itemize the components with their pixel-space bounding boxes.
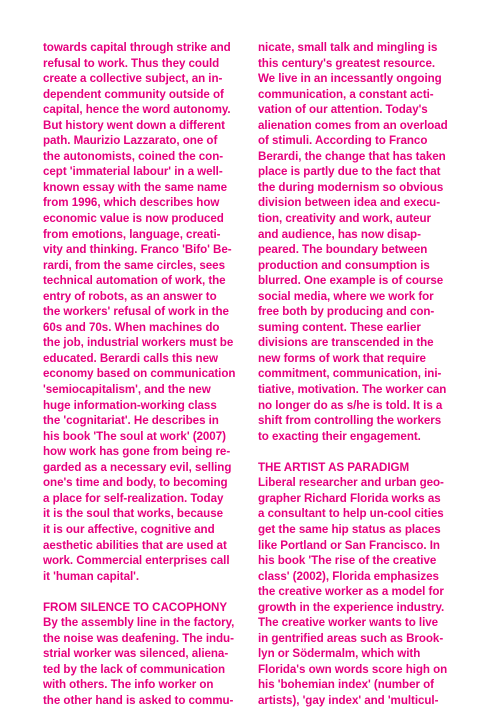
text-line: artists), 'gay index' and 'multicul-: [258, 693, 439, 707]
text-line: the during modernism so obvious: [258, 180, 444, 194]
text-line: The creative worker wants to live: [258, 616, 439, 630]
text-line: his book 'The soul at work' (2007): [43, 429, 226, 443]
text-line: entry of robots, as an answer to: [43, 289, 217, 303]
text-line: free both by producing and con-: [258, 305, 435, 319]
text-line: We live in an incessantly ongoing: [258, 72, 442, 86]
left-paragraph-2: [43, 615, 239, 708]
text-line: path. Maurizio Lazzarato, one of: [43, 134, 218, 148]
right-paragraph-1: [258, 40, 454, 444]
text-line: alienation comes from an overload: [258, 118, 448, 132]
text-line: grapher Richard Florida works as: [258, 491, 441, 505]
text-line: his 'bohemian index' (number of: [258, 678, 434, 692]
text-line: 60s and 70s. When machines do: [43, 320, 220, 334]
text-line: capital, hence the word autonomy.: [43, 103, 231, 117]
text-line: a place for self-realization. Today: [43, 491, 224, 505]
text-line: shift from controlling the workers: [258, 414, 442, 428]
text-line: the other hand is asked to commu-: [43, 693, 234, 707]
text-line: no longer do as s/he is told. It is a: [258, 398, 443, 412]
text-line: divisions are transcended in the: [258, 336, 434, 350]
text-line: rardi, from the same circles, sees: [43, 258, 225, 272]
text-line: it is our affective, cognitive and: [43, 522, 215, 536]
text-line: garded as a necessary evil, selling: [43, 460, 232, 474]
text-line: a consultant to help un-cool cities: [258, 507, 444, 521]
text-line: the workers' refusal of work in the: [43, 305, 229, 319]
text-line: to exacting their engagement.: [258, 429, 421, 443]
right-paragraph-2: [258, 475, 454, 708]
text-line: class' (2002), Florida emphasizes: [258, 569, 439, 583]
text-line: growth in the experience industry.: [258, 600, 445, 614]
text-line: like Portland or San Francisco. In: [258, 538, 440, 552]
text-line: social media, where we work for: [258, 289, 434, 303]
text-line: suming content. These earlier: [258, 320, 421, 334]
text-line: from 1996, which describes how: [43, 196, 220, 210]
text-line: the autonomists, coined the con-: [43, 149, 224, 163]
text-line: 'semiocapitalism', and the new: [43, 383, 211, 397]
paragraph-gap: [258, 444, 454, 460]
text-line: Liberal researcher and urban geo-: [258, 476, 444, 490]
text-line: blurred. One example is of course: [258, 274, 444, 288]
text-line: commitment, communication, ini-: [258, 367, 442, 381]
text-line: huge information-working class: [43, 398, 217, 412]
text-line: cept 'immaterial labour' in a well-: [43, 165, 223, 179]
section-heading-silence: FROM SILENCE TO CACOPHONY: [43, 600, 228, 614]
text-line: nicate, small talk and mingling is: [258, 41, 438, 54]
text-line: technical automation of work, the: [43, 274, 226, 288]
right-column: [258, 40, 454, 709]
text-line: Florida's own words score high on: [258, 662, 448, 676]
text-line: towards capital through strike and: [43, 41, 231, 54]
text-line: refusal to work. Thus they could: [43, 56, 220, 70]
left-paragraph-1: [43, 40, 239, 584]
text-line: work. Commercial enterprises call: [43, 554, 230, 568]
text-line: and audience, has now disap-: [258, 227, 421, 241]
text-line: place is partly due to the fact that: [258, 165, 441, 179]
text-line: get the same hip status as places: [258, 522, 441, 536]
text-line: dependent community outside of: [43, 87, 224, 101]
text-line: the 'cognitariat'. He describes in: [43, 414, 219, 428]
text-line: create a collective subject, an in-: [43, 72, 223, 86]
text-line: communication, a constant acti-: [258, 87, 434, 101]
text-line: vation of our attention. Today's: [258, 103, 428, 117]
text-line: his book 'The rise of the creative: [258, 554, 437, 568]
text-line: new forms of work that require: [258, 351, 426, 365]
text-line: division between idea and execu-: [258, 196, 441, 210]
section-heading-artist: THE ARTIST AS PARADIGM: [258, 460, 410, 474]
text-line: in gentrified areas such as Brook-: [258, 631, 444, 645]
text-line: this century's greatest resource.: [258, 56, 436, 70]
text-line: how work has gone from being re-: [43, 445, 231, 459]
text-line: By the assembly line in the factory,: [43, 616, 235, 630]
text-line: the job, industrial workers must be: [43, 336, 234, 350]
text-line: economy based on communication: [43, 367, 236, 381]
text-line: from emotions, language, creati-: [43, 227, 221, 241]
text-line: the creative worker as a model for: [258, 585, 444, 599]
text-line: production and consumption is: [258, 258, 430, 272]
text-line: tion, creativity and work, auteur: [258, 212, 431, 226]
text-line: But history went down a different: [43, 118, 225, 132]
text-line: of stimuli. According to Franco: [258, 134, 428, 148]
text-line: it is the soul that works, because: [43, 507, 223, 521]
text-line: known essay with the same name: [43, 180, 228, 194]
text-line: lyn or Södermalm, which with: [258, 647, 421, 661]
text-line: tiative, motivation. The worker can: [258, 383, 447, 397]
text-line: educated. Berardi calls this new: [43, 351, 218, 365]
text-line: with others. The info worker on: [43, 678, 214, 692]
text-line: it 'human capital'.: [43, 569, 140, 583]
text-line: vity and thinking. Franco 'Bifo' Be-: [43, 243, 232, 257]
text-line: one's time and body, to becoming: [43, 476, 228, 490]
left-column: [43, 40, 239, 709]
paragraph-gap: [43, 584, 239, 600]
text-line: peared. The boundary between: [258, 243, 428, 257]
text-line: Berardi, the change that has taken: [258, 149, 446, 163]
text-line: the noise was deafening. The indu-: [43, 631, 234, 645]
text-line: strial worker was silenced, aliena-: [43, 647, 229, 661]
text-line: economic value is now produced: [43, 212, 224, 226]
text-line: ted by the lack of communication: [43, 662, 225, 676]
text-line: aesthetic abilities that are used at: [43, 538, 227, 552]
